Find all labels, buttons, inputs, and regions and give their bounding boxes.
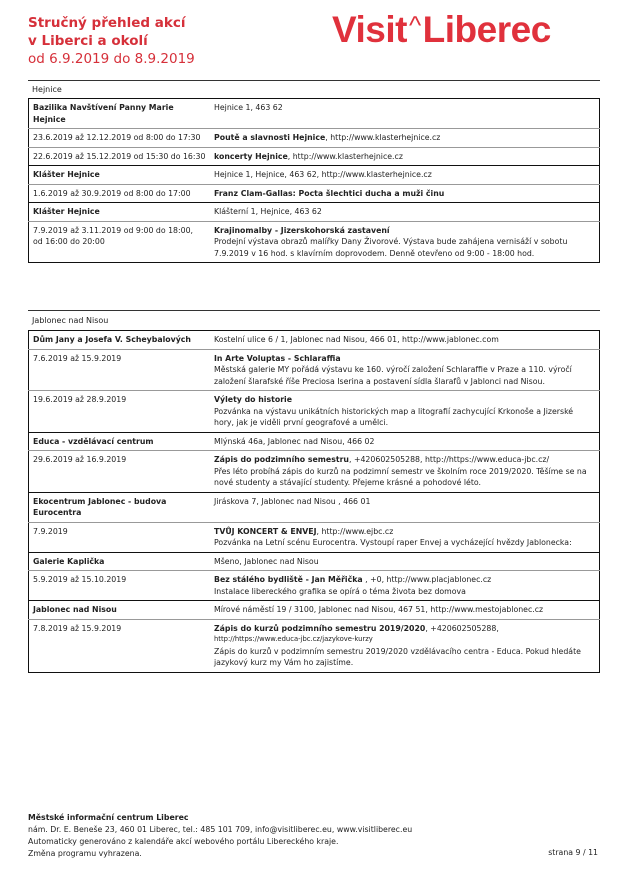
page-footer bbox=[28, 812, 412, 860]
event-description: Městská galerie MY pořádá výstavu ke 160. výročí založení Schlaraffie v Praze a 110. výročí založení šlarafské říše Preciosa Iserina a postavení sídla šlarafů v Jablonci nad Nisou. bbox=[214, 365, 572, 386]
event-date: 23.6.2019 až 12.12.2019 od 8:00 do 17:30 bbox=[29, 129, 211, 148]
event-info bbox=[210, 619, 600, 672]
event-title[interactable]: Franz Clam-Gallas: Pocta šlechtici ducha a muži činu bbox=[214, 188, 445, 198]
venue-name: Klášter Hejnice bbox=[29, 166, 211, 185]
venue-address: Klášterní 1, Hejnice, 463 62 bbox=[210, 203, 600, 222]
event-info bbox=[210, 571, 600, 601]
event-links[interactable]: , +420602505288, bbox=[425, 623, 499, 633]
title-line-2: v Liberci a okolí bbox=[28, 33, 148, 49]
logo-liberec: Liberec bbox=[422, 9, 551, 50]
event-date: 29.6.2019 až 16.9.2019 bbox=[29, 451, 211, 493]
event-title[interactable]: Výlety do historie bbox=[214, 395, 293, 404]
event-info bbox=[210, 184, 600, 203]
event-info bbox=[210, 391, 600, 433]
event-info bbox=[210, 221, 600, 263]
event-description: Pozvánka na Letní scénu Eurocentra. Vystoupí raper Envej a vycházející hvězdy Jablonecka: bbox=[214, 538, 572, 547]
event-description: Zápis do kurzů v podzimním semestru 2019/2020 vzdělávacího centra - Educa. Pokud hledáte jazykový kurz my Vám ho zajistíme. bbox=[214, 646, 581, 667]
footer-disclaimer: Změna programu vyhrazena. bbox=[28, 849, 142, 858]
event-title[interactable]: Zápis do podzimního semestru bbox=[214, 455, 349, 464]
event-row bbox=[29, 129, 600, 148]
event-date: 7.8.2019 až 15.9.2019 bbox=[29, 619, 211, 672]
event-date: 7.9.2019 bbox=[29, 522, 211, 552]
event-row bbox=[29, 571, 600, 601]
event-links[interactable]: , http://www.klasterhejnice.cz bbox=[287, 151, 403, 161]
event-title[interactable]: koncerty Hejnice bbox=[214, 151, 288, 161]
venue-row bbox=[29, 331, 600, 350]
event-links[interactable]: , http://www.klasterhejnice.cz bbox=[325, 133, 441, 142]
event-date: 1.6.2019 až 30.9.2019 od 8:00 do 17:00 bbox=[29, 184, 211, 203]
event-row bbox=[29, 619, 600, 672]
event-links[interactable]: , http://www.ejbc.cz bbox=[316, 526, 394, 536]
footer-address: nám. Dr. E. Beneše 23, 460 01 Liberec, tel.: 485 101 709, info@visitliberec.eu, www.visitliberec.eu bbox=[28, 825, 413, 834]
section-divider bbox=[28, 310, 600, 311]
section-divider bbox=[28, 80, 600, 81]
report-title bbox=[28, 14, 195, 68]
event-title[interactable]: Zápis do kurzů podzimního semestru 2019/2020 bbox=[214, 623, 426, 633]
event-description: Přes léto probíhá zápis do kurzů na podzimní semestr ve školním roce 2019/2020. Těšíme se na nové studenty a stávající studenty. Přejeme krásné a pohodové léto. bbox=[214, 466, 587, 487]
events-table-hejnice bbox=[28, 98, 600, 263]
event-title[interactable]: Krajinomalby - Jizerskohorská zastavení bbox=[214, 225, 390, 235]
footer-note: Automaticky generováno z kalendáře akcí webového portálu Libereckého kraje. bbox=[28, 837, 339, 846]
venue-name: Galerie Kaplička bbox=[29, 552, 211, 571]
venue-name: Dům Jany a Josefa V. Scheybalových bbox=[29, 331, 211, 350]
event-url[interactable]: http://https://www.educa-jbc.cz/jazykove-kurzy bbox=[214, 635, 373, 643]
footer-org: Městské informační centrum Liberec bbox=[28, 813, 189, 822]
event-title[interactable]: TVŮJ KONCERT & ENVEJ bbox=[214, 526, 317, 536]
venue-row bbox=[29, 552, 600, 571]
venue-name: Bazilika Navštívení Panny Marie Hejnice bbox=[29, 99, 211, 129]
logo-caret: ^ bbox=[408, 10, 421, 40]
event-links[interactable]: , +420602505288, http://https://www.educa-jbc.cz/ bbox=[348, 455, 550, 464]
section-label-jablonec: Jablonec nad Nisou bbox=[32, 316, 109, 325]
venue-row bbox=[29, 601, 600, 620]
venue-address: Jiráskova 7, Jablonec nad Nisou , 466 01 bbox=[210, 492, 600, 522]
title-line-1: Stručný přehled akcí bbox=[28, 15, 186, 31]
event-info bbox=[210, 451, 600, 493]
venue-address: Hejnice 1, Hejnice, 463 62, http://www.klasterhejnice.cz bbox=[210, 166, 600, 185]
venue-name: Klášter Hejnice bbox=[29, 203, 211, 222]
venue-name: Jablonec nad Nisou bbox=[29, 601, 211, 620]
venue-address: Mlýnská 46a, Jablonec nad Nisou, 466 02 bbox=[210, 432, 600, 451]
venue-row bbox=[29, 166, 600, 185]
venue-address: Mšeno, Jablonec nad Nisou bbox=[210, 552, 600, 571]
venue-row bbox=[29, 492, 600, 522]
event-title[interactable]: Bez stálého bydliště - Jan Měřička bbox=[214, 575, 363, 584]
event-row bbox=[29, 184, 600, 203]
event-info bbox=[210, 349, 600, 391]
event-info bbox=[210, 147, 600, 166]
event-date: 7.9.2019 až 3.11.2019 od 9:00 do 18:00, od 16:00 do 20:00 bbox=[29, 221, 211, 263]
event-info bbox=[210, 522, 600, 552]
venue-address: Mírové náměstí 19 / 3100, Jablonec nad Nisou, 467 51, http://www.mestojablonec.cz bbox=[210, 601, 600, 620]
venue-name: Ekocentrum Jablonec - budova Eurocentra bbox=[29, 492, 211, 522]
event-date: 22.6.2019 až 15.12.2019 od 15:30 do 16:30 bbox=[29, 147, 211, 166]
event-row bbox=[29, 451, 600, 493]
venue-row bbox=[29, 203, 600, 222]
date-range: od 6.9.2019 do 8.9.2019 bbox=[28, 51, 195, 67]
event-description: Prodejní výstava obrazů malířky Dany Živorové. Výstava bude zahájena vernisáží v sobotu 7.9.2019 v 16 hod. s klavírním doprovodem. Denně otevřeno od 9:00 - 18:00 hod. bbox=[214, 237, 568, 258]
venue-row bbox=[29, 99, 600, 129]
event-date: 7.6.2019 až 15.9.2019 bbox=[29, 349, 211, 391]
page-number: strana 9 / 11 bbox=[548, 848, 598, 857]
venue-name: Educa - vzdělávací centrum bbox=[29, 432, 211, 451]
venue-row bbox=[29, 432, 600, 451]
venue-address: Hejnice 1, 463 62 bbox=[210, 99, 600, 129]
events-table-jablonec bbox=[28, 330, 600, 673]
logo-visit: Visit bbox=[332, 9, 407, 50]
event-date: 5.9.2019 až 15.10.2019 bbox=[29, 571, 211, 601]
event-date: 19.6.2019 až 28.9.2019 bbox=[29, 391, 211, 433]
event-row bbox=[29, 349, 600, 391]
event-row bbox=[29, 522, 600, 552]
event-description: Pozvánka na výstavu unikátních historických map a litografií zachycující Krkonoše a Jizerské hory, jak je viděli první geografové a umělci. bbox=[214, 406, 574, 427]
visit-liberec-logo bbox=[332, 8, 551, 55]
event-description: Instalace libereckého grafika se opírá o téma života bez domova bbox=[214, 586, 466, 596]
event-row bbox=[29, 221, 600, 263]
event-row bbox=[29, 147, 600, 166]
venue-address: Kostelní ulice 6 / 1, Jablonec nad Nisou, 466 01, http://www.jablonec.com bbox=[210, 331, 600, 350]
event-title[interactable]: In Arte Voluptas - Schlaraffia bbox=[214, 353, 341, 363]
event-title[interactable]: Poutě a slavnosti Hejnice bbox=[214, 133, 326, 142]
event-row bbox=[29, 391, 600, 433]
event-info bbox=[210, 129, 600, 148]
event-links[interactable]: , +0, http://www.placjablonec.cz bbox=[362, 575, 492, 584]
section-label-hejnice: Hejnice bbox=[32, 85, 62, 94]
